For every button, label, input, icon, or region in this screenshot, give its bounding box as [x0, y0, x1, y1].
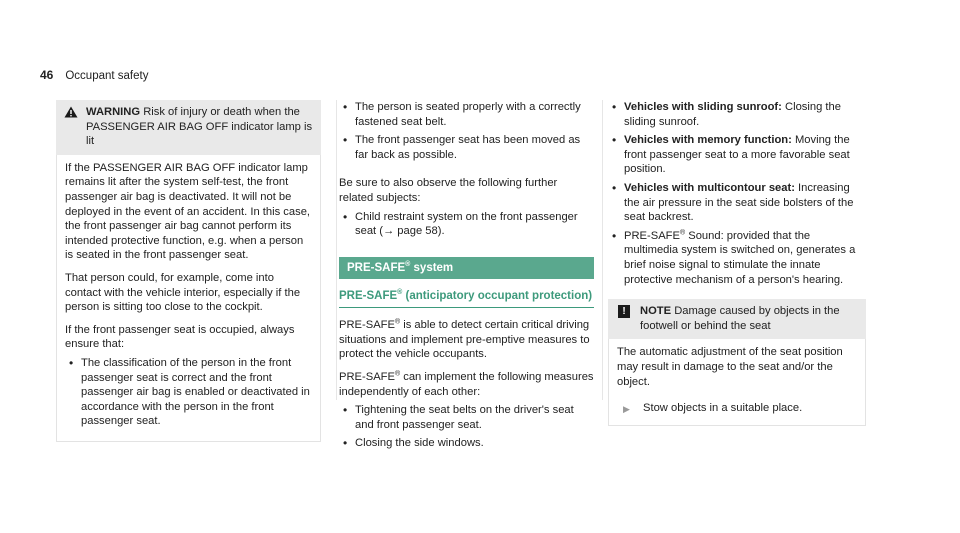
list-item: • The person is seated properly with a correctly fastened seat belt. — [339, 100, 594, 129]
note-text: Damage caused by objects in the footwell or behind the seat — [640, 305, 840, 332]
warning-label: WARNING — [86, 106, 141, 118]
warning-title — [86, 105, 313, 149]
note-title — [640, 304, 858, 333]
page-reference-link[interactable]: page 58 — [397, 225, 438, 238]
item-label: Vehicles with multicontour seat: — [624, 181, 795, 194]
warning-triangle-icon — [64, 105, 86, 149]
instruction-step — [617, 401, 857, 417]
registered-mark: ® — [394, 370, 401, 378]
note-body — [608, 339, 866, 425]
page-header — [40, 68, 148, 84]
list-item — [339, 210, 594, 239]
column-divider — [336, 100, 337, 400]
paragraph — [339, 370, 594, 399]
text: is able to detect certain critical driving situations and implement pre-emptive measures to protect the vehicle occupants. — [339, 319, 590, 361]
text: PRE-SAFE — [339, 319, 395, 332]
warning-paragraph: If the front passenger seat is occupied, always ensure that: — [65, 323, 295, 351]
section-title-bar — [339, 257, 594, 279]
warning-box — [56, 100, 321, 442]
list-item: • The classification of the person in the front passenger seat is correct and the front passenger air bag is enabled or deactivated in accordance with the person in the front passenger seat. — [65, 356, 312, 429]
subhead-end: (anticipatory occupant protection) — [402, 289, 593, 302]
bullet-list — [339, 100, 594, 162]
text: can implement the following measures independently of each other: — [339, 371, 594, 398]
section-title-end: system — [410, 261, 454, 274]
measures-list — [339, 403, 594, 451]
note-paragraph: The automatic adjustment of the seat position may result in damage to the seat and/or the object. — [617, 346, 843, 388]
registered-mark: ® — [397, 288, 403, 296]
column-divider — [602, 100, 603, 400]
list-item: • Closing the side windows. — [339, 436, 594, 451]
warning-paragraph: That person could, for example, come into contact with the vehicle interior, especially if the person is sitting too close to the cockpit. — [65, 271, 301, 314]
related-text-end: ). — [437, 225, 445, 238]
arrow-icon: → — [382, 225, 395, 238]
subhead-start: PRE-SAFE — [339, 289, 398, 302]
exclamation-icon: ! — [618, 305, 630, 318]
subsection-heading — [339, 289, 594, 309]
page-number: 46 — [40, 68, 54, 82]
warning-list — [65, 356, 312, 429]
play-arrow-icon: ▶ — [623, 404, 630, 415]
item-label: Vehicles with sliding sunroof: — [624, 101, 782, 113]
item-text: Moving the front passenger seat to a more favorable seat position. — [624, 134, 850, 176]
list-item: • Tightening the seat belts on the driver's seat and front passenger seat. — [339, 403, 594, 432]
warning-header — [56, 100, 321, 155]
registered-mark: ® — [394, 318, 401, 326]
section-name: Occupant safety — [65, 70, 149, 82]
list-item — [608, 181, 866, 225]
item-label: Vehicles with memory function: — [624, 134, 792, 147]
paragraph — [339, 318, 594, 362]
item-text: Increasing the air pressure in the seat side bolsters of the seat backrest. — [624, 181, 854, 224]
item-text: Sound: provided that the multimedia system is switched on, generates a brief noise signal to stimulate the innate protective mechanism of a person's hearing. — [624, 229, 856, 286]
warning-text: Risk of injury or death when the PASSENGER AIR BAG OFF indicator lamp is lit — [86, 106, 313, 148]
note-box — [608, 299, 866, 426]
related-text: Child restraint system on the front passenger seat ( — [355, 210, 578, 238]
list-item — [608, 100, 866, 129]
related-list — [339, 210, 594, 239]
list-item — [608, 229, 866, 287]
item-text: PRE-SAFE — [624, 229, 680, 242]
column-1 — [56, 100, 321, 442]
step-text: Stow objects in a suitable place. — [643, 402, 803, 415]
list-item — [608, 133, 866, 177]
registered-mark: ® — [405, 260, 411, 268]
measures-list-continued — [608, 100, 866, 287]
column-3 — [608, 100, 866, 426]
item-text: Closing the sliding sunroof. — [624, 101, 841, 128]
note-label: NOTE — [640, 305, 672, 318]
section-title: PRE-SAFE — [347, 261, 406, 274]
related-intro: Be sure to also observe the following further related subjects: — [339, 177, 558, 204]
warning-body — [56, 155, 321, 442]
note-header — [608, 299, 866, 339]
column-2 — [339, 100, 594, 459]
text: PRE-SAFE — [339, 371, 395, 384]
list-item: • The front passenger seat has been moved as far back as possible. — [339, 133, 594, 162]
warning-paragraph: If the PASSENGER AIR BAG OFF indicator lamp remains lit after the system self-test, the front passenger air bag is deactivated. It will not be deployed in the event of an accident. In this case, the front passenger air bag cannot perform its intended protective function, e.g. when a person is seated in the front passenger seat. — [65, 161, 311, 262]
registered-mark: ® — [679, 229, 686, 237]
